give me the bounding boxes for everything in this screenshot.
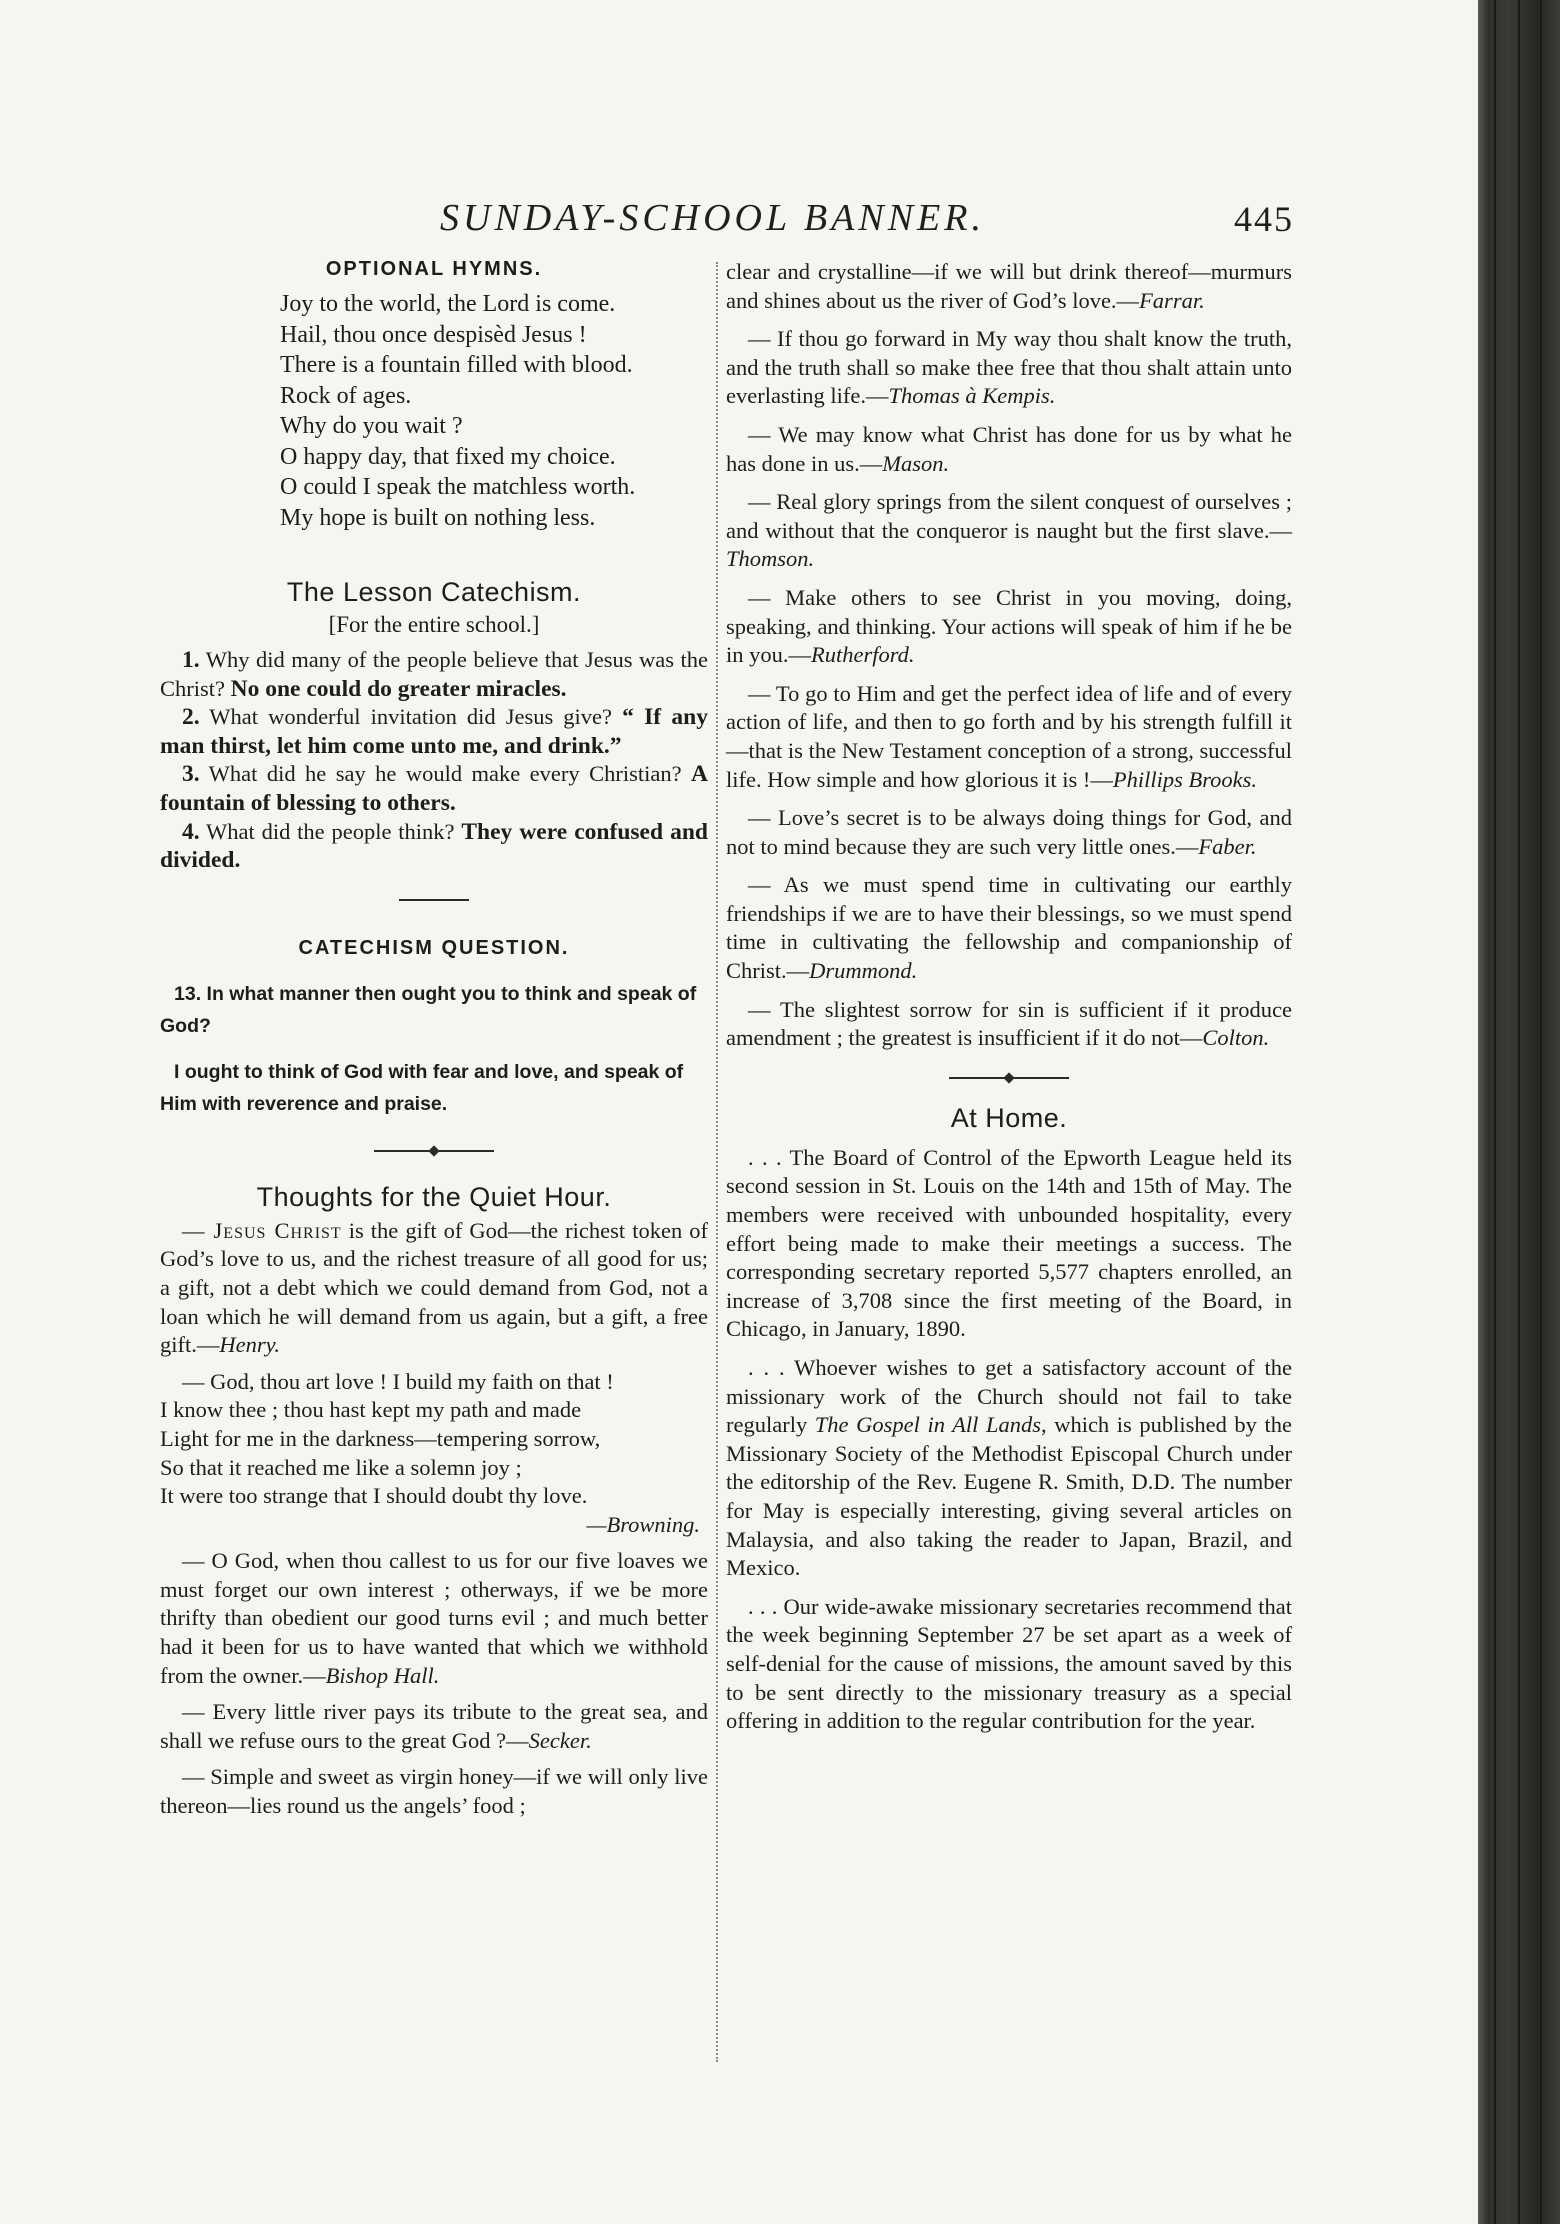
page-number: 445	[1234, 199, 1294, 239]
hymn-line: Hail, thou once despisèd Jesus !	[280, 321, 587, 348]
thought-poem: — God, thou art love ! I build my faith on that ! I know thee ; thou hast kept my path and made Light for me in the darkness—tempering sorrow, So that it reached me like a solemn joy ; It were too strange that I should doubt thy love. —Browning.	[160, 1368, 700, 1537]
thoughts-heading: Thoughts for the Quiet Hour.	[256, 1181, 612, 1212]
hymn-line: O could I speak the matchless worth.	[280, 474, 636, 500]
quote-paragraph: — We may know what Christ has done for us by what he has done in us.—Mason.	[726, 421, 1292, 476]
hymn-line: Why do you wait ?	[280, 413, 463, 439]
thought-paragraph: — Every little river pays its tribute to the great sea, and shall we refuse ours to the great God ?—Secker.	[160, 1699, 708, 1753]
quote-paragraph: — Love’s secret is to be always doing things for God, and not to mind because they are such very little ones.—Faber.	[726, 805, 1292, 859]
running-title: SUNDAY-SCHOOL BANNER.	[440, 197, 985, 239]
catechism-item: 1. Why did many of the people believe that Jesus was the Christ? No one could do greater miracles.	[160, 647, 708, 702]
hymn-line: O happy day, that fixed my choice.	[280, 443, 616, 470]
hymn-line: There is a fountain filled with blood.	[280, 352, 633, 378]
thought-paragraph: — Jesus Christ is the gift of God—the richest token of God’s love to us, and the richest treasure of all good for us; a gift, not a debt which we could demand from God, not a loan which he will demand from us again, but a gift, a free gift.—Henry.	[160, 1217, 708, 1358]
quote-paragraph: — Real glory springs from the silent conquest of ourselves ; and without that the conqueror is naught but the first slave.—Thomson.	[726, 489, 1292, 572]
quote-paragraph: — To go to Him and get the perfect idea of life and of every action of life, and then to go forth and by his strength fulfill it—that is the New Testament conception of a strong, successful life. How simple and how glorious it is !—Phillips Brooks.	[726, 680, 1292, 792]
catechism-item: 2. What wonderful invitation did Jesus give? “ If any man thirst, let him come unto me, and drink.”	[160, 704, 708, 759]
catechism-question-heading: CATECHISM QUESTION.	[298, 936, 570, 959]
page-edge-line	[1494, 0, 1496, 2224]
left-column	[160, 258, 708, 1821]
page-edge-line	[1540, 0, 1542, 2224]
at-home-heading: At Home.	[950, 1102, 1068, 1133]
optional-hymns-heading: OPTIONAL HYMNS.	[325, 258, 543, 280]
quote-paragraph: — If thou go forward in My way thou shalt know the truth, and the truth shall so make thee free that thou shalt attain unto everlasting life.—Thomas à Kempis.	[726, 326, 1292, 409]
catechism-question: 13. In what manner then ought you to think and speak of God?	[160, 982, 697, 1037]
news-paragraph: . . . Our wide-awake missionary secretaries recommend that the week beginning September 27 be set apart as a week of self-denial for the cause of missions, the amount saved by this to be sent directly to the missionary treasury as a special offering in addition to the regular contribution for the year.	[726, 1593, 1292, 1734]
lesson-catechism-heading: The Lesson Catechism.	[286, 577, 582, 607]
news-paragraph: . . . Whoever wishes to get a satisfactory account of the missionary work of the Church should not fail to take regularly The Gospel in All Lands, which is published by the Missionary Society of the Methodist Episcopal Church under the editorship of the Rev. Eugene R. Smith, D.D. The number for May is especially interesting, giving several articles on Malaysia, and also taking the reader to Japan, Brazil, and Mexico.	[726, 1355, 1292, 1581]
thought-paragraph: — O God, when thou callest to us for our five loaves we must forget our own interest ; otherways, if we be more thrifty than obedient our good turns evil ; and much better had it been for us to have wanted that which we withhold from the owner.—Bishop Hall.	[160, 1548, 708, 1688]
right-column	[726, 258, 1292, 1736]
quote-paragraph: — The slightest sorrow for sin is sufficient if it produce amendment ; the greatest is insufficient if it do not—Colton.	[726, 996, 1292, 1051]
catechism-item: 4. What did the people think? They were confused and divided.	[160, 818, 708, 874]
ornamental-rule	[374, 1150, 494, 1152]
catechism-item: 3. What did he say he would make every Christian? A fountain of blessing to others.	[160, 761, 709, 816]
ornamental-rule	[949, 1077, 1069, 1079]
quote-paragraph: — Make others to see Christ in you moving, doing, speaking, and thinking. Your actions will speak of him if he be in you.—Rutherford.	[726, 584, 1292, 668]
catechism-answer: I ought to think of God with fear and love, and speak of Him with reverence and praise.	[160, 1060, 684, 1115]
column-divider	[716, 262, 719, 2062]
hymn-line: Joy to the world, the Lord is come.	[280, 291, 616, 317]
thought-paragraph: — Simple and sweet as virgin honey—if we will only live thereon—lies round us the angels’ food ;	[160, 1764, 708, 1819]
page-edge-line	[1518, 0, 1520, 2224]
quote-paragraph: — As we must spend time in cultivating our earthly friendships if we are to have their blessings, so we must spend time in cultivating the fellowship and companionship of Christ.—Drummond.	[726, 872, 1292, 984]
hymn-line: Rock of ages.	[280, 382, 412, 409]
catechism-note: [For the entire school.]	[328, 612, 540, 637]
quote-paragraph: clear and crystalline—if we will but drink thereof—murmurs and shines about us the river of God’s love.—Farrar.	[726, 259, 1292, 313]
news-paragraph: . . . The Board of Control of the Epworth League held its second session in St. Louis on the 14th and 15th of May. The members were received with unbounded hospitality, every effort being made to make their meetings a success. The corresponding secretary reported 5,577 chapters enrolled, an increase of 3,708 since the first meeting of the Board, in Chicago, in January, 1890.	[726, 1144, 1292, 1342]
hymn-line: My hope is built on nothing less.	[280, 504, 596, 531]
running-header	[0, 196, 1478, 246]
hymn-list	[160, 289, 708, 533]
